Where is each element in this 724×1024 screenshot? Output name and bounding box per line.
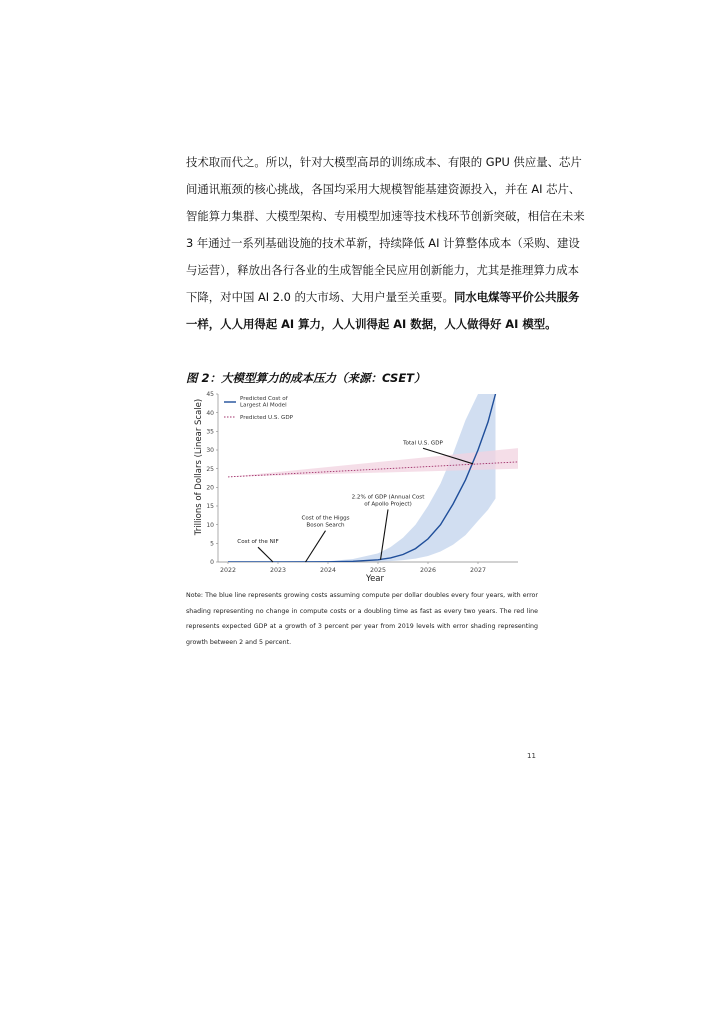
y-tick-label: 45: [206, 391, 214, 399]
body-line: 技术取而代之。所以，针对大模型高昂的训练成本、有限的 GPU 供应量、芯片: [186, 155, 582, 169]
note-line: Note: The blue line represents growing costs assuming compute per dollar doubles every four years, with error: [186, 592, 538, 599]
x-tick-label: 2022: [219, 567, 237, 574]
note-line: growth between 2 and 5 percent.: [186, 638, 292, 646]
x-tick-label: 2026: [419, 567, 437, 574]
legend-label-ai-cost: Predicted Cost of Largest AI Model: [240, 396, 288, 409]
x-axis-label: Year: [366, 574, 384, 584]
cost-chart: [186, 386, 538, 586]
body-line-mixed: [186, 287, 580, 307]
body-text-emphasis: 同水电煤等平价公共服务: [453, 290, 580, 304]
body-line: 3 年通过一系列基础设施的技术革新，持续降低 AI 计算整体成本（采购、建设: [186, 236, 580, 250]
figure-note: [186, 588, 538, 650]
annotation-label: 2.2% of GDP (Annual Cost of Apollo Project): [351, 494, 425, 508]
body-line: 智能算力集群、大模型架构、专用模型加速等技术栈环节创新突破，相信在未来: [186, 209, 585, 223]
page-number: 11: [527, 752, 536, 760]
y-tick-label: 0: [210, 559, 214, 567]
annotation-label: Cost of the NIF: [237, 539, 279, 546]
body-line: 间通讯瓶颈的核心挑战，各国均采用大规模智能基建资源投入，并在 AI 芯片、: [186, 182, 581, 196]
y-tick-label: 30: [206, 447, 214, 455]
note-line: shading representing no change in compute costs or a doubling time as fast as every two years. The red line: [186, 607, 538, 615]
body-line: 与运营），释放出各行各业的生成智能全民应用创新能力，尤其是推理算力成本: [186, 263, 579, 277]
y-tick-label: 20: [206, 484, 214, 492]
annotation-label: Total U.S. GDP: [403, 440, 443, 447]
x-tick-label: 2027: [469, 567, 487, 574]
annotation-arrow: [306, 531, 326, 562]
y-tick-label: 35: [206, 428, 214, 436]
body-line-emphasis: 一样，人人用得起 AI 算力，人人训得起 AI 数据，人人做得好 AI 模型。: [186, 317, 557, 331]
y-tick-label: 5: [210, 540, 214, 548]
body-text-normal: 下降，对中国 AI 2.0 的大市场、大用户量至关重要。: [186, 290, 454, 304]
figure-caption: 图 2：大模型算力的成本压力（来源：CSET）: [186, 371, 426, 385]
y-tick-label: 40: [206, 409, 214, 417]
x-tick-label: 2023: [269, 567, 287, 574]
y-tick-label: 25: [206, 465, 214, 473]
x-tick-label: 2025: [369, 567, 387, 574]
y-tick-label: 10: [206, 521, 214, 529]
chart-legend: [224, 396, 294, 421]
note-line: represents expected GDP at a growth of 3 percent per year from 2019 levels with error shading representing: [186, 623, 538, 630]
legend-label-gdp: Predicted U.S. GDP: [240, 415, 294, 421]
y-tick-label: 15: [206, 503, 214, 511]
y-axis-label: Trillions of Dollars (Linear Scale): [194, 398, 204, 536]
x-tick-label: 2024: [319, 567, 337, 574]
annotation-label: Cost of the Higgs Boson Search: [301, 515, 350, 529]
annotation-arrow: [258, 547, 273, 562]
